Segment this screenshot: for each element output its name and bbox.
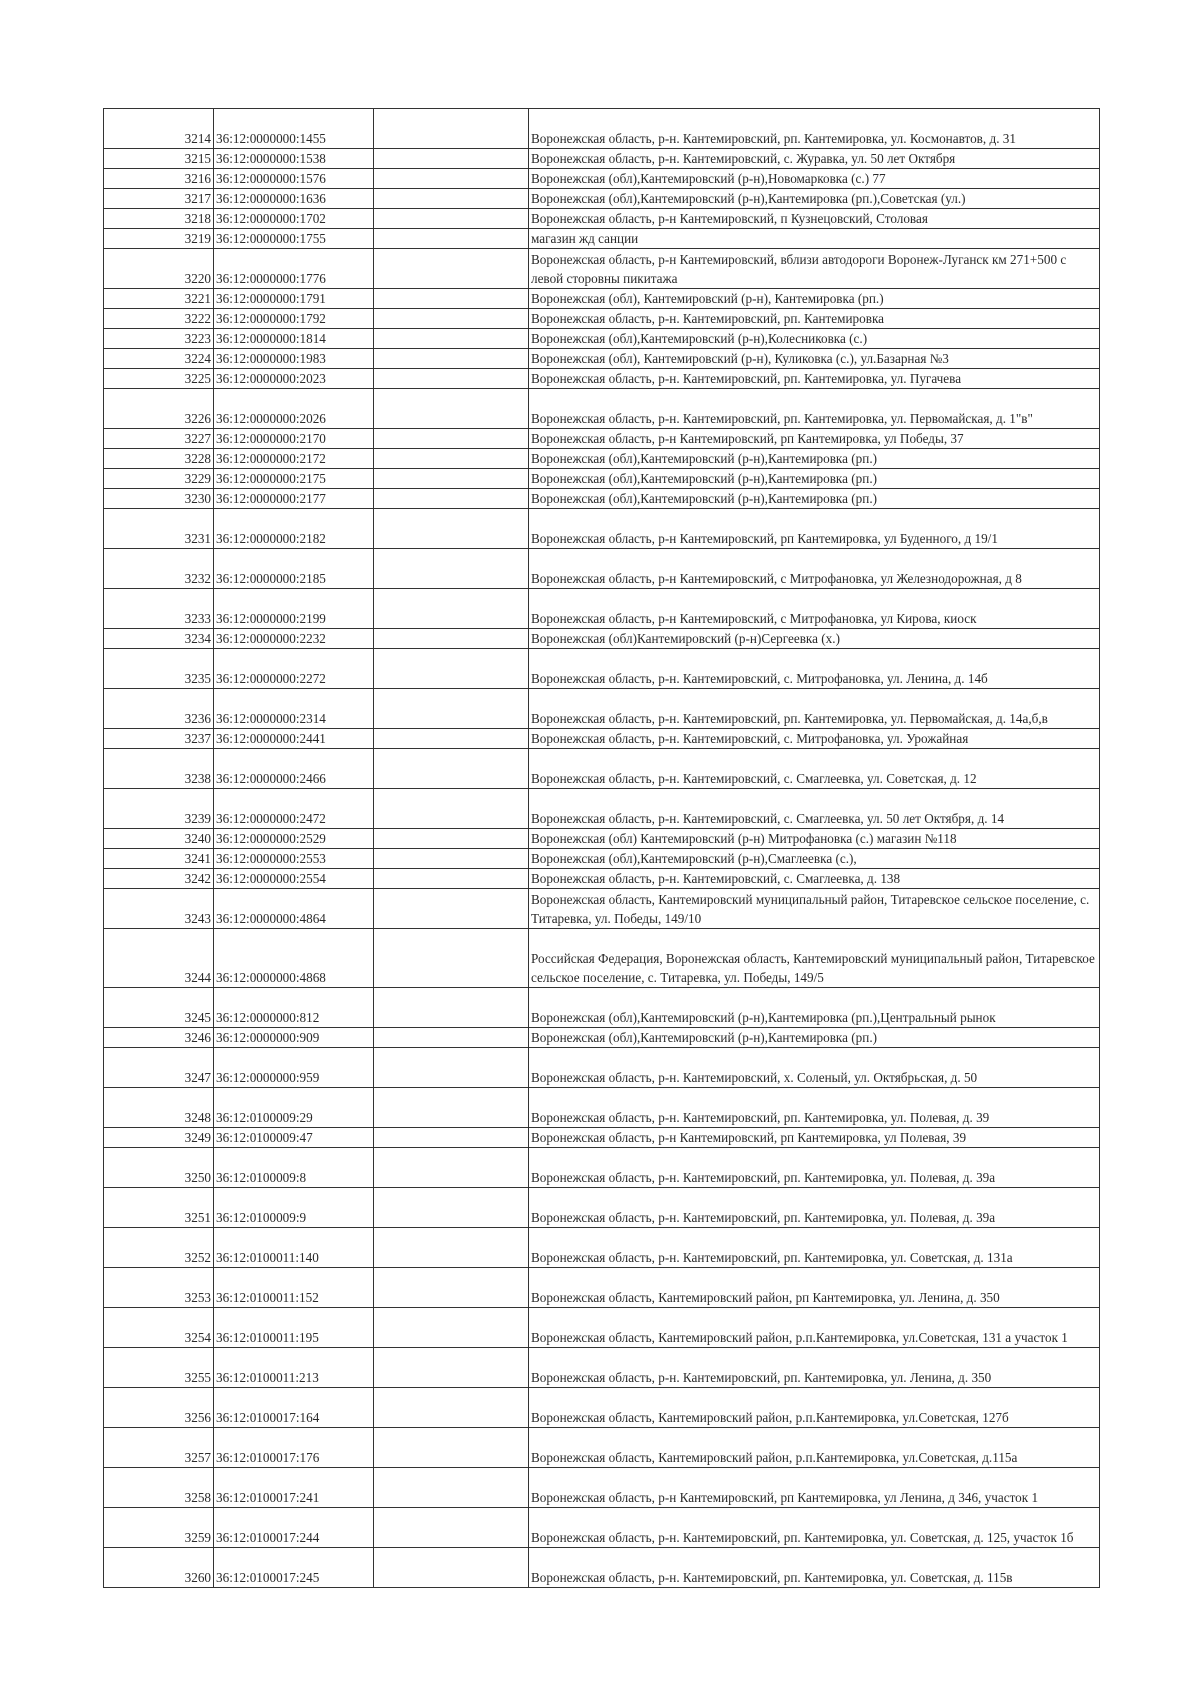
address-cell: Воронежская область, р-н. Кантемировский, х. Соленый, ул. Октябрьская, д. 50 bbox=[529, 1048, 1100, 1088]
row-number-cell: 3234 bbox=[104, 629, 214, 649]
cadastral-number-cell: 36:12:0000000:812 bbox=[214, 988, 374, 1028]
registry-body bbox=[104, 109, 1100, 1588]
cadastral-number-cell: 36:12:0100011:140 bbox=[214, 1228, 374, 1268]
cadastral-number-cell: 36:12:0000000:2175 bbox=[214, 469, 374, 489]
row-number-cell: 3244 bbox=[104, 929, 214, 988]
table-row bbox=[104, 509, 1100, 549]
table-row bbox=[104, 1128, 1100, 1148]
cadastral-number-cell: 36:12:0000000:1455 bbox=[214, 109, 374, 149]
cadastral-number-cell: 36:12:0000000:2170 bbox=[214, 429, 374, 449]
address-cell: магазин жд санции bbox=[529, 229, 1100, 249]
cadastral-number-cell: 36:12:0000000:1983 bbox=[214, 349, 374, 369]
table-row bbox=[104, 629, 1100, 649]
cadastral-number-cell: 36:12:0100009:29 bbox=[214, 1088, 374, 1128]
address-cell: Воронежская область, р-н. Кантемировский, рп. Кантемировка, ул. Советская, д. 115в bbox=[529, 1548, 1100, 1588]
row-number-cell: 3214 bbox=[104, 109, 214, 149]
table-row bbox=[104, 649, 1100, 689]
cadastral-number-cell: 36:12:0000000:2466 bbox=[214, 749, 374, 789]
empty-cell bbox=[374, 1348, 529, 1388]
empty-cell bbox=[374, 329, 529, 349]
cadastral-number-cell: 36:12:0000000:1702 bbox=[214, 209, 374, 229]
address-cell: Воронежская область, р-н. Кантемировский, с. Журавка, ул. 50 лет Октября bbox=[529, 149, 1100, 169]
empty-cell bbox=[374, 988, 529, 1028]
table-row bbox=[104, 469, 1100, 489]
row-number-cell: 3246 bbox=[104, 1028, 214, 1048]
address-cell: Воронежская область, р-н. Кантемировский, рп. Кантемировка bbox=[529, 309, 1100, 329]
row-number-cell: 3256 bbox=[104, 1388, 214, 1428]
table-row bbox=[104, 329, 1100, 349]
address-cell: Воронежская (обл),Кантемировский (р-н),Новомарковка (с.) 77 bbox=[529, 169, 1100, 189]
address-cell: Воронежская область, р-н. Кантемировский, с. Смаглеевка, ул. 50 лет Октября, д. 14 bbox=[529, 789, 1100, 829]
row-number-cell: 3223 bbox=[104, 329, 214, 349]
table-row bbox=[104, 1308, 1100, 1348]
empty-cell bbox=[374, 1088, 529, 1128]
row-number-cell: 3242 bbox=[104, 869, 214, 889]
address-cell: Воронежская область, р-н Кантемировский, рп Кантемировка, ул Победы, 37 bbox=[529, 429, 1100, 449]
row-number-cell: 3252 bbox=[104, 1228, 214, 1268]
empty-cell bbox=[374, 209, 529, 229]
table-row bbox=[104, 589, 1100, 629]
empty-cell bbox=[374, 589, 529, 629]
table-row bbox=[104, 729, 1100, 749]
address-cell: Воронежская область, р-н Кантемировский, вблизи автодороги Воронеж-Луганск км 271+500 с левой сторовны пикитажа bbox=[529, 249, 1100, 289]
empty-cell bbox=[374, 389, 529, 429]
address-cell: Воронежская (обл),Кантемировский (р-н),Смаглеевка (с.), bbox=[529, 849, 1100, 869]
row-number-cell: 3227 bbox=[104, 429, 214, 449]
address-cell: Воронежская область, р-н. Кантемировский, рп. Кантемировка, ул. Советская, д. 131а bbox=[529, 1228, 1100, 1268]
address-cell: Воронежская (обл),Кантемировский (р-н),Кантемировка (рп.) bbox=[529, 449, 1100, 469]
empty-cell bbox=[374, 629, 529, 649]
cadastral-number-cell: 36:12:0000000:2314 bbox=[214, 689, 374, 729]
table-row bbox=[104, 789, 1100, 829]
row-number-cell: 3241 bbox=[104, 849, 214, 869]
row-number-cell: 3251 bbox=[104, 1188, 214, 1228]
row-number-cell: 3253 bbox=[104, 1268, 214, 1308]
address-cell: Воронежская область, р-н Кантемировский, рп Кантемировка, ул Полевая, 39 bbox=[529, 1128, 1100, 1148]
empty-cell bbox=[374, 749, 529, 789]
table-row bbox=[104, 849, 1100, 869]
address-cell: Воронежская область, р-н Кантемировский, п Кузнецовский, Столовая bbox=[529, 209, 1100, 229]
row-number-cell: 3255 bbox=[104, 1348, 214, 1388]
empty-cell bbox=[374, 889, 529, 929]
table-row bbox=[104, 1468, 1100, 1508]
table-row bbox=[104, 1228, 1100, 1268]
cadastral-number-cell: 36:12:0000000:1576 bbox=[214, 169, 374, 189]
cadastral-number-cell: 36:12:0100009:47 bbox=[214, 1128, 374, 1148]
address-cell: Воронежская область, р-н. Кантемировский, рп. Кантемировка, ул. Первомайская, д. 1"в" bbox=[529, 389, 1100, 429]
row-number-cell: 3258 bbox=[104, 1468, 214, 1508]
address-cell: Воронежская область, р-н Кантемировский, рп Кантемировка, ул Ленина, д 346, участок 1 bbox=[529, 1468, 1100, 1508]
row-number-cell: 3215 bbox=[104, 149, 214, 169]
cadastral-number-cell: 36:12:0100009:8 bbox=[214, 1148, 374, 1188]
cadastral-number-cell: 36:12:0000000:1791 bbox=[214, 289, 374, 309]
address-cell: Воронежская (обл), Кантемировский (р-н), Кантемировка (рп.) bbox=[529, 289, 1100, 309]
empty-cell bbox=[374, 469, 529, 489]
table-row bbox=[104, 369, 1100, 389]
empty-cell bbox=[374, 1148, 529, 1188]
empty-cell bbox=[374, 1188, 529, 1228]
table-row bbox=[104, 1268, 1100, 1308]
table-row bbox=[104, 1048, 1100, 1088]
address-cell: Воронежская область, р-н. Кантемировский, рп. Кантемировка, ул. Космонавтов, д. 31 bbox=[529, 109, 1100, 149]
cadastral-number-cell: 36:12:0000000:1538 bbox=[214, 149, 374, 169]
table-row bbox=[104, 1348, 1100, 1388]
row-number-cell: 3238 bbox=[104, 749, 214, 789]
row-number-cell: 3249 bbox=[104, 1128, 214, 1148]
cadastral-number-cell: 36:12:0000000:1814 bbox=[214, 329, 374, 349]
empty-cell bbox=[374, 489, 529, 509]
empty-cell bbox=[374, 649, 529, 689]
table-row bbox=[104, 749, 1100, 789]
table-row bbox=[104, 988, 1100, 1028]
cadastral-number-cell: 36:12:0000000:4864 bbox=[214, 889, 374, 929]
table-row bbox=[104, 389, 1100, 429]
table-row bbox=[104, 1548, 1100, 1588]
row-number-cell: 3232 bbox=[104, 549, 214, 589]
address-cell: Воронежская область, р-н. Кантемировский, рп. Кантемировка, ул. Полевая, д. 39а bbox=[529, 1188, 1100, 1228]
row-number-cell: 3236 bbox=[104, 689, 214, 729]
table-row bbox=[104, 349, 1100, 369]
empty-cell bbox=[374, 249, 529, 289]
cadastral-number-cell: 36:12:0000000:2023 bbox=[214, 369, 374, 389]
empty-cell bbox=[374, 149, 529, 169]
row-number-cell: 3220 bbox=[104, 249, 214, 289]
cadastral-number-cell: 36:12:0000000:2182 bbox=[214, 509, 374, 549]
row-number-cell: 3222 bbox=[104, 309, 214, 329]
address-cell: Воронежская (обл), Кантемировский (р-н), Куликовка (с.), ул.Базарная №3 bbox=[529, 349, 1100, 369]
empty-cell bbox=[374, 689, 529, 729]
cadastral-number-cell: 36:12:0100009:9 bbox=[214, 1188, 374, 1228]
empty-cell bbox=[374, 549, 529, 589]
empty-cell bbox=[374, 229, 529, 249]
row-number-cell: 3259 bbox=[104, 1508, 214, 1548]
empty-cell bbox=[374, 449, 529, 469]
address-cell: Воронежская область, р-н. Кантемировский, с. Смаглеевка, д. 138 bbox=[529, 869, 1100, 889]
table-row bbox=[104, 449, 1100, 469]
address-cell: Воронежская область, Кантемировский муниципальный район, Титаревское сельское поселение, с. Титаревка, ул. Победы, 149/10 bbox=[529, 889, 1100, 929]
empty-cell bbox=[374, 829, 529, 849]
table-row bbox=[104, 489, 1100, 509]
table-row bbox=[104, 209, 1100, 229]
row-number-cell: 3226 bbox=[104, 389, 214, 429]
table-row bbox=[104, 889, 1100, 929]
row-number-cell: 3224 bbox=[104, 349, 214, 369]
cadastral-number-cell: 36:12:0000000:909 bbox=[214, 1028, 374, 1048]
empty-cell bbox=[374, 1048, 529, 1088]
empty-cell bbox=[374, 429, 529, 449]
empty-cell bbox=[374, 509, 529, 549]
empty-cell bbox=[374, 869, 529, 889]
address-cell: Воронежская (обл)Кантемировский (р-н)Сергеевка (х.) bbox=[529, 629, 1100, 649]
cadastral-number-cell: 36:12:0000000:2529 bbox=[214, 829, 374, 849]
table-row bbox=[104, 829, 1100, 849]
address-cell: Воронежская область, р-н. Кантемировский, с. Митрофановка, ул. Ленина, д. 14б bbox=[529, 649, 1100, 689]
row-number-cell: 3239 bbox=[104, 789, 214, 829]
address-cell: Воронежская область, р-н. Кантемировский, рп. Кантемировка, ул. Первомайская, д. 14а,б,в bbox=[529, 689, 1100, 729]
table-row bbox=[104, 1088, 1100, 1128]
table-row bbox=[104, 189, 1100, 209]
row-number-cell: 3243 bbox=[104, 889, 214, 929]
row-number-cell: 3248 bbox=[104, 1088, 214, 1128]
empty-cell bbox=[374, 929, 529, 988]
address-cell: Воронежская (обл),Кантемировский (р-н),Кантемировка (рп.),Центральный рынок bbox=[529, 988, 1100, 1028]
empty-cell bbox=[374, 289, 529, 309]
empty-cell bbox=[374, 189, 529, 209]
row-number-cell: 3237 bbox=[104, 729, 214, 749]
row-number-cell: 3235 bbox=[104, 649, 214, 689]
address-cell: Воронежская (обл),Кантемировский (р-н),Кантемировка (рп.),Советская (ул.) bbox=[529, 189, 1100, 209]
table-row bbox=[104, 169, 1100, 189]
row-number-cell: 3231 bbox=[104, 509, 214, 549]
empty-cell bbox=[374, 309, 529, 329]
table-row bbox=[104, 229, 1100, 249]
cadastral-number-cell: 36:12:0000000:4868 bbox=[214, 929, 374, 988]
cadastral-number-cell: 36:12:0000000:2553 bbox=[214, 849, 374, 869]
row-number-cell: 3225 bbox=[104, 369, 214, 389]
cadastral-number-cell: 36:12:0100017:244 bbox=[214, 1508, 374, 1548]
empty-cell bbox=[374, 1028, 529, 1048]
table-row bbox=[104, 549, 1100, 589]
cadastral-number-cell: 36:12:0100011:195 bbox=[214, 1308, 374, 1348]
row-number-cell: 3245 bbox=[104, 988, 214, 1028]
table-row bbox=[104, 1148, 1100, 1188]
row-number-cell: 3260 bbox=[104, 1548, 214, 1588]
cadastral-registry-table bbox=[103, 108, 1100, 1588]
row-number-cell: 3230 bbox=[104, 489, 214, 509]
table-row bbox=[104, 249, 1100, 289]
row-number-cell: 3254 bbox=[104, 1308, 214, 1348]
cadastral-number-cell: 36:12:0000000:2026 bbox=[214, 389, 374, 429]
address-cell: Воронежская область, р-н Кантемировский, рп Кантемировка, ул Буденного, д 19/1 bbox=[529, 509, 1100, 549]
table-row bbox=[104, 309, 1100, 329]
table-row bbox=[104, 109, 1100, 149]
address-cell: Воронежская (обл),Кантемировский (р-н),Колесниковка (с.) bbox=[529, 329, 1100, 349]
cadastral-number-cell: 36:12:0000000:2172 bbox=[214, 449, 374, 469]
cadastral-number-cell: 36:12:0000000:2272 bbox=[214, 649, 374, 689]
row-number-cell: 3216 bbox=[104, 169, 214, 189]
cadastral-number-cell: 36:12:0000000:2185 bbox=[214, 549, 374, 589]
cadastral-number-cell: 36:12:0000000:1776 bbox=[214, 249, 374, 289]
cadastral-number-cell: 36:12:0000000:2199 bbox=[214, 589, 374, 629]
address-cell: Воронежская область, Кантемировский район, рп Кантемировка, ул. Ленина, д. 350 bbox=[529, 1268, 1100, 1308]
empty-cell bbox=[374, 789, 529, 829]
table-row bbox=[104, 689, 1100, 729]
address-cell: Воронежская область, р-н Кантемировский, с Митрофановка, ул Кирова, киоск bbox=[529, 589, 1100, 629]
empty-cell bbox=[374, 1388, 529, 1428]
address-cell: Воронежская область, Кантемировский район, р.п.Кантемировка, ул.Советская, 131 а участок 1 bbox=[529, 1308, 1100, 1348]
row-number-cell: 3250 bbox=[104, 1148, 214, 1188]
table-row bbox=[104, 289, 1100, 309]
address-cell: Воронежская область, р-н Кантемировский, с Митрофановка, ул Железнодорожная, д 8 bbox=[529, 549, 1100, 589]
empty-cell bbox=[374, 1228, 529, 1268]
address-cell: Воронежская область, р-н. Кантемировский, рп. Кантемировка, ул. Ленина, д. 350 bbox=[529, 1348, 1100, 1388]
cadastral-number-cell: 36:12:0100017:245 bbox=[214, 1548, 374, 1588]
table-row bbox=[104, 1028, 1100, 1048]
cadastral-number-cell: 36:12:0000000:1792 bbox=[214, 309, 374, 329]
cadastral-number-cell: 36:12:0100017:241 bbox=[214, 1468, 374, 1508]
empty-cell bbox=[374, 1508, 529, 1548]
row-number-cell: 3219 bbox=[104, 229, 214, 249]
cadastral-number-cell: 36:12:0100017:164 bbox=[214, 1388, 374, 1428]
empty-cell bbox=[374, 1548, 529, 1588]
cadastral-number-cell: 36:12:0000000:1755 bbox=[214, 229, 374, 249]
empty-cell bbox=[374, 729, 529, 749]
row-number-cell: 3233 bbox=[104, 589, 214, 629]
address-cell: Воронежская область, р-н. Кантемировский, рп. Кантемировка, ул. Полевая, д. 39 bbox=[529, 1088, 1100, 1128]
cadastral-number-cell: 36:12:0100011:213 bbox=[214, 1348, 374, 1388]
cadastral-number-cell: 36:12:0000000:2472 bbox=[214, 789, 374, 829]
cadastral-number-cell: 36:12:0000000:2177 bbox=[214, 489, 374, 509]
empty-cell bbox=[374, 1468, 529, 1508]
address-cell: Воронежская область, р-н. Кантемировский, рп. Кантемировка, ул. Пугачева bbox=[529, 369, 1100, 389]
row-number-cell: 3218 bbox=[104, 209, 214, 229]
row-number-cell: 3257 bbox=[104, 1428, 214, 1468]
row-number-cell: 3240 bbox=[104, 829, 214, 849]
empty-cell bbox=[374, 349, 529, 369]
address-cell: Воронежская (обл),Кантемировский (р-н),Кантемировка (рп.) bbox=[529, 489, 1100, 509]
empty-cell bbox=[374, 849, 529, 869]
empty-cell bbox=[374, 369, 529, 389]
empty-cell bbox=[374, 169, 529, 189]
table-row bbox=[104, 1508, 1100, 1548]
address-cell: Воронежская (обл),Кантемировский (р-н),Кантемировка (рп.) bbox=[529, 1028, 1100, 1048]
address-cell: Воронежская область, р-н. Кантемировский, рп. Кантемировка, ул. Советская, д. 125, участок 1б bbox=[529, 1508, 1100, 1548]
row-number-cell: 3229 bbox=[104, 469, 214, 489]
table-row bbox=[104, 1188, 1100, 1228]
address-cell: Российская Федерация, Воронежская область, Кантемировский муниципальный район, Титаревское сельское поселение, с. Титаревка, ул. Победы, 149/5 bbox=[529, 929, 1100, 988]
cadastral-number-cell: 36:12:0000000:2441 bbox=[214, 729, 374, 749]
cadastral-number-cell: 36:12:0100017:176 bbox=[214, 1428, 374, 1468]
cadastral-number-cell: 36:12:0000000:2554 bbox=[214, 869, 374, 889]
address-cell: Воронежская область, р-н. Кантемировский, с. Смаглеевка, ул. Советская, д. 12 bbox=[529, 749, 1100, 789]
table-row bbox=[104, 869, 1100, 889]
address-cell: Воронежская область, р-н. Кантемировский, рп. Кантемировка, ул. Полевая, д. 39а bbox=[529, 1148, 1100, 1188]
table-row bbox=[104, 1388, 1100, 1428]
empty-cell bbox=[374, 1268, 529, 1308]
empty-cell bbox=[374, 1128, 529, 1148]
address-cell: Воронежская (обл) Кантемировский (р-н) Митрофановка (с.) магазин №118 bbox=[529, 829, 1100, 849]
row-number-cell: 3247 bbox=[104, 1048, 214, 1088]
row-number-cell: 3217 bbox=[104, 189, 214, 209]
row-number-cell: 3221 bbox=[104, 289, 214, 309]
cadastral-number-cell: 36:12:0100011:152 bbox=[214, 1268, 374, 1308]
cadastral-number-cell: 36:12:0000000:2232 bbox=[214, 629, 374, 649]
address-cell: Воронежская область, Кантемировский район, р.п.Кантемировка, ул.Советская, 127б bbox=[529, 1388, 1100, 1428]
empty-cell bbox=[374, 1428, 529, 1468]
table-row bbox=[104, 429, 1100, 449]
address-cell: Воронежская область, р-н. Кантемировский, с. Митрофановка, ул. Урожайная bbox=[529, 729, 1100, 749]
cadastral-number-cell: 36:12:0000000:959 bbox=[214, 1048, 374, 1088]
address-cell: Воронежская (обл),Кантемировский (р-н),Кантемировка (рп.) bbox=[529, 469, 1100, 489]
empty-cell bbox=[374, 1308, 529, 1348]
address-cell: Воронежская область, Кантемировский район, р.п.Кантемировка, ул.Советская, д.115а bbox=[529, 1428, 1100, 1468]
row-number-cell: 3228 bbox=[104, 449, 214, 469]
table-row bbox=[104, 1428, 1100, 1468]
table-row bbox=[104, 149, 1100, 169]
empty-cell bbox=[374, 109, 529, 149]
cadastral-number-cell: 36:12:0000000:1636 bbox=[214, 189, 374, 209]
table-row bbox=[104, 929, 1100, 988]
